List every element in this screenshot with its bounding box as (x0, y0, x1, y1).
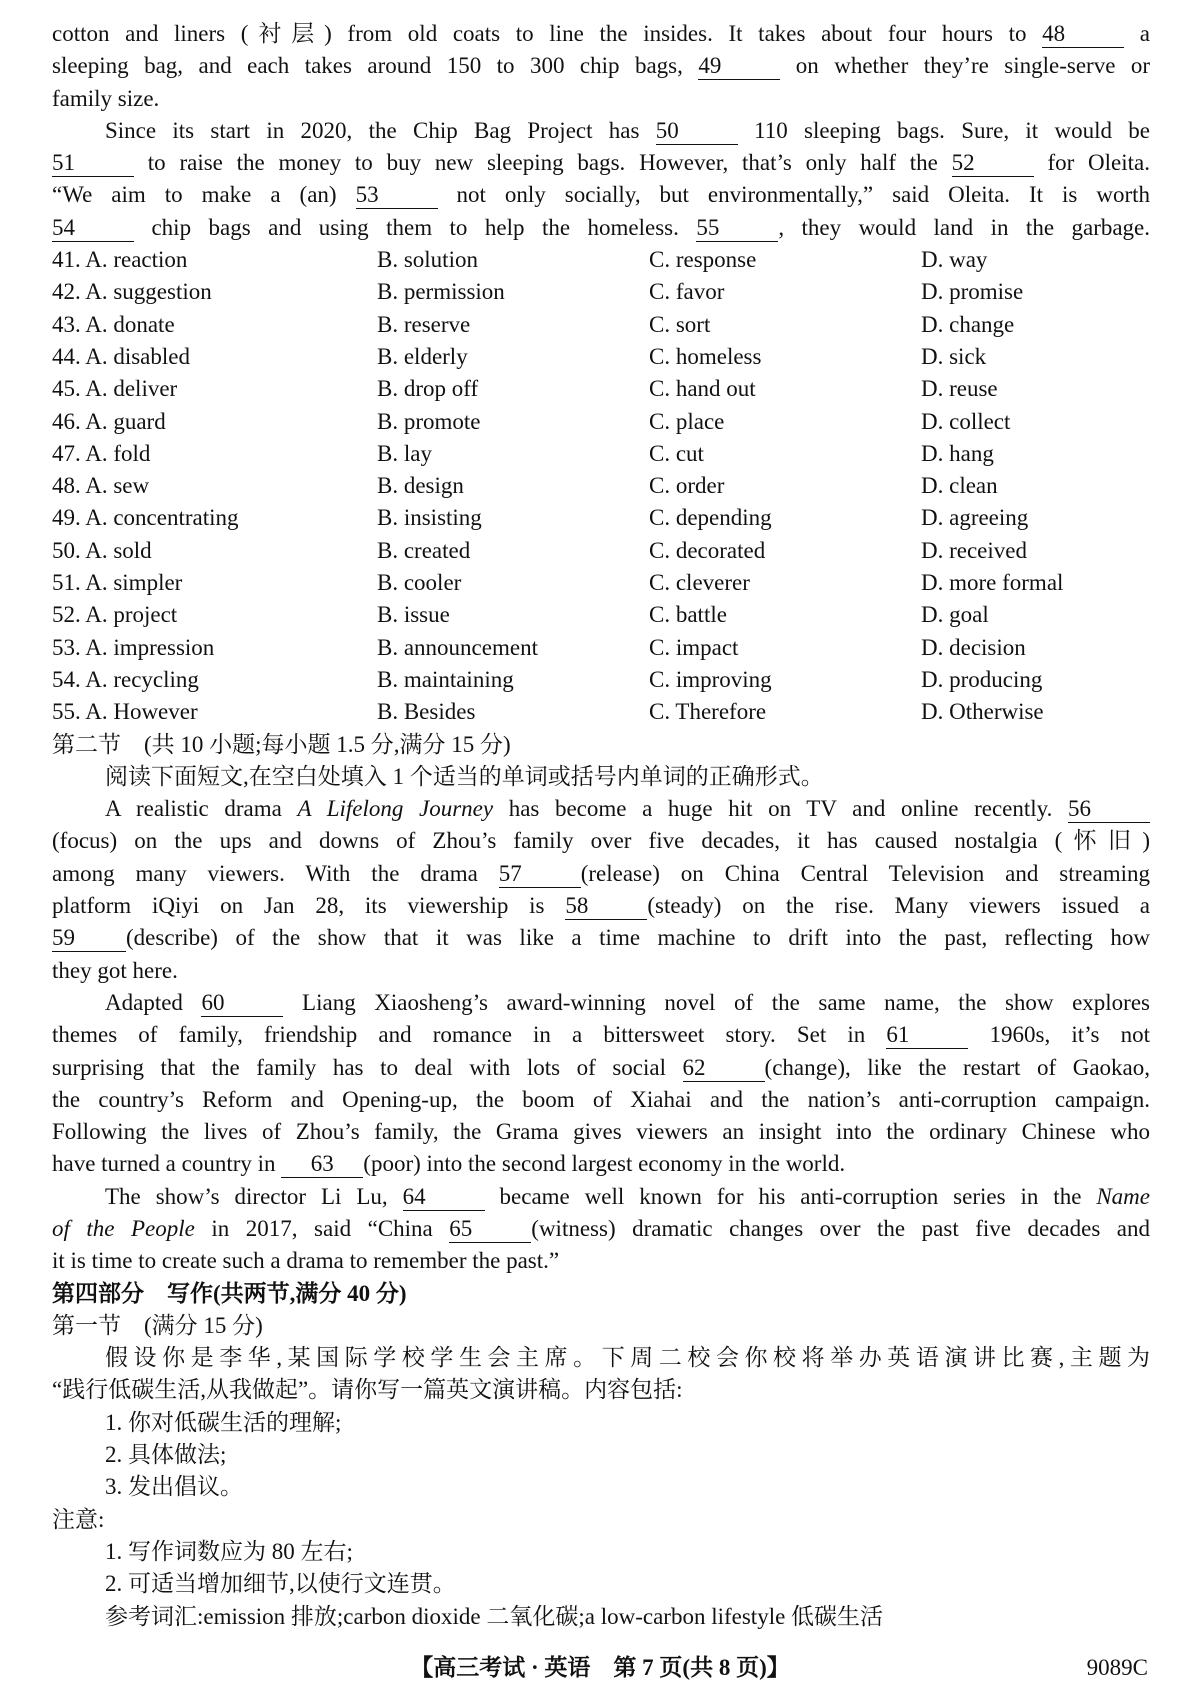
option-choice: D. clean (921, 473, 998, 499)
text: (witness) dramatic changes over the past five decades and (531, 1215, 1150, 1241)
option-choice: D. promise (921, 279, 1024, 305)
option-choice: 43. A. donate (52, 311, 175, 337)
section-instruction: 阅读下面短文,在空白处填入 1 个适当的单词或括号内单词的正确形式。 (105, 763, 824, 789)
footer-page-info: 【高三考试 · 英语 第 7 页(共 8 页)】 (410, 1655, 790, 1680)
passage-line: Following the lives of Zhou’s family, the Grama gives viewers an insight into the ordinary Chinese who (52, 1119, 1150, 1145)
blank-61: 61 (886, 1022, 968, 1049)
text: sleeping bag, and each takes around 150 to 300 chip bags, (52, 53, 683, 79)
option-choice: 45. A. deliver (52, 376, 178, 402)
option-row (52, 502, 1150, 534)
option-choice: C. place (649, 408, 725, 434)
passage-line (52, 987, 1150, 1019)
text: surprising that the family has to deal with lots of social (52, 1054, 666, 1080)
option-choice: B. created (377, 537, 471, 563)
option-choice: D. Otherwise (921, 699, 1044, 725)
blank-63: 63 (281, 1151, 363, 1178)
text: among many viewers. With the drama (52, 860, 478, 886)
option-choice: B. drop off (377, 376, 479, 402)
passage-line (52, 922, 1150, 954)
option-row (52, 599, 1150, 631)
option-choice: D. hang (921, 440, 994, 466)
option-choice: B. elderly (377, 343, 468, 369)
option-choice: 50. A. sold (52, 537, 152, 563)
passage-line (52, 179, 1150, 211)
section-heading: 第二节 (共 10 小题;每小题 1.5 分,满分 15 分) (52, 731, 511, 757)
blank-65: 65 (449, 1216, 531, 1243)
text: (change), like the restart of Gaokao, (764, 1054, 1150, 1080)
option-choice: B. solution (377, 247, 478, 273)
option-choice: B. Besides (377, 699, 476, 725)
option-choice: 53. A. impression (52, 634, 215, 660)
text: The show’s director Li Lu, (105, 1183, 388, 1209)
blank-60: 60 (201, 990, 283, 1017)
text: has become a huge hit on TV and online recently. (508, 796, 1053, 822)
text: themes of family, friendship and romance in a bittersweet story. Set in (52, 1022, 866, 1048)
text: chip bags and using them to help the homeless. (151, 214, 679, 240)
series-title: Name (1096, 1183, 1150, 1209)
passage-line: (focus) on the ups and downs of Zhou’s family over five decades, it has caused nostalgia (怀旧) (52, 828, 1150, 854)
option-choice: B. insisting (377, 505, 482, 531)
blank-54: 54 (52, 215, 134, 242)
blank-57: 57 (499, 861, 581, 888)
option-row (52, 535, 1150, 567)
passage-line (52, 793, 1150, 825)
option-choice: 47. A. fold (52, 440, 151, 466)
option-row (52, 373, 1150, 405)
passage-line: the country’s Reform and Opening-up, the boom of Xiahai and the nation’s anti-corruption campaign. (52, 1086, 1150, 1112)
text: platform iQiyi on Jan 28, its viewership is (52, 893, 545, 919)
option-row (52, 696, 1150, 728)
passage-line (52, 1181, 1150, 1213)
passage-line (52, 212, 1150, 244)
task-text: 假设你是李华,某国际学校学生会主席。下周二校会你校将举办英语演讲比赛,主题为 (105, 1345, 1150, 1371)
option-choice: 41. A. reaction (52, 247, 188, 273)
option-choice: C. battle (649, 602, 727, 628)
option-choice: 46. A. guard (52, 408, 166, 434)
option-row (52, 567, 1150, 599)
passage-line (52, 1213, 1150, 1245)
passage-line (52, 1148, 1150, 1180)
blank-48: 48 (1042, 21, 1124, 48)
option-choice: 51. A. simpler (52, 570, 183, 596)
text: (release) on China Central Television and streaming (580, 860, 1150, 886)
drama-title: A Lifelong Journey (297, 796, 494, 822)
text: on whether they’re single-serve or (795, 53, 1150, 79)
text: 1960s, it’s not (989, 1022, 1150, 1048)
task-item: 2. 具体做法; (105, 1442, 227, 1468)
option-choice: B. design (377, 473, 464, 499)
option-choice: C. hand out (649, 376, 756, 402)
option-choice: 54. A. recycling (52, 666, 199, 692)
option-choice: D. change (921, 311, 1015, 337)
option-choice: D. goal (921, 602, 989, 628)
option-choice: D. agreeing (921, 505, 1029, 531)
text: not only socially, but environmentally,” said Oleita. It is worth (456, 182, 1150, 208)
text: , they would land in the garbage. (778, 214, 1150, 240)
text: (describe) of the show that it was like a time machine to drift into the past, reflecting how (126, 925, 1150, 951)
option-choice: D. reuse (921, 376, 998, 402)
text: family size. (52, 85, 160, 111)
part-heading: 第四部分 写作(共两节,满分 40 分) (52, 1280, 407, 1306)
option-choice: B. announcement (377, 634, 538, 660)
page-footer (0, 1652, 1200, 1684)
option-choice: C. cut (649, 440, 704, 466)
option-choice: C. response (649, 247, 757, 273)
text: Adapted (105, 989, 183, 1015)
note-label: 注意: (52, 1506, 105, 1532)
option-row (52, 664, 1150, 696)
option-row (52, 276, 1150, 308)
option-choice: 49. A. concentrating (52, 505, 239, 531)
option-choice: B. promote (377, 408, 481, 434)
option-row (52, 470, 1150, 502)
series-title: of the People (52, 1215, 195, 1241)
section-heading: 第一节 (满分 15 分) (52, 1312, 263, 1338)
passage-line: it is time to create such a drama to remember the past.” (52, 1248, 560, 1274)
blank-62: 62 (683, 1055, 765, 1082)
vocab-reference: 参考词汇:emission 排放;carbon dioxide 二氧化碳;a low-carbon lifestyle 低碳生活 (105, 1603, 884, 1629)
blank-56: 56 (1068, 796, 1150, 823)
option-row (52, 244, 1150, 276)
option-choice: 55. A. However (52, 699, 198, 725)
passage-line (52, 115, 1150, 147)
note-item: 1. 写作词数应为 80 左右; (105, 1538, 353, 1564)
blank-53: 53 (356, 182, 438, 209)
page-content (52, 18, 1150, 1633)
option-row (52, 406, 1150, 438)
option-choice: C. decorated (649, 537, 766, 563)
option-choice: C. impact (649, 634, 739, 660)
blank-50: 50 (656, 118, 738, 145)
passage-line (52, 890, 1150, 922)
text: became well known for his anti-corruption series in the (499, 1183, 1082, 1209)
option-choice: D. received (921, 537, 1027, 563)
option-choice: D. collect (921, 408, 1011, 434)
text: in 2017, said “China (211, 1215, 433, 1241)
passage-line (52, 50, 1150, 82)
option-choice: D. sick (921, 343, 987, 369)
option-choice: C. favor (649, 279, 725, 305)
note-item: 2. 可适当增加细节,以使行文连贯。 (105, 1571, 456, 1597)
blank-51: 51 (52, 150, 134, 177)
option-choice: 52. A. project (52, 602, 178, 628)
option-choice: C. depending (649, 505, 772, 531)
option-choice: C. order (649, 473, 725, 499)
passage-line (52, 147, 1150, 179)
text: (steady) on the rise. Many viewers issued a (647, 893, 1150, 919)
text: Since its start in 2020, the Chip Bag Project has (105, 117, 640, 143)
option-choice: C. Therefore (649, 699, 767, 725)
text: “We aim to make a (an) (52, 182, 337, 208)
text: Liang Xiaosheng’s award-winning novel of the same name, the show explores (302, 989, 1150, 1015)
options-list (52, 244, 1150, 728)
blank-59: 59 (52, 925, 126, 952)
text: a (1139, 21, 1150, 46)
option-choice: 42. A. suggestion (52, 279, 212, 305)
option-choice: C. cleverer (649, 570, 750, 596)
task-item: 1. 你对低碳生活的理解; (105, 1409, 342, 1435)
option-row (52, 632, 1150, 664)
option-choice: D. producing (921, 666, 1043, 692)
task-text: “践行低碳生活,从我做起”。请你写一篇英文演讲稿。内容包括: (52, 1377, 683, 1403)
option-choice: D. decision (921, 634, 1026, 660)
passage-line (52, 83, 1150, 115)
text: (poor) into the second largest economy in the world. (363, 1151, 846, 1177)
option-row (52, 438, 1150, 470)
option-choice: B. reserve (377, 311, 471, 337)
option-choice: D. way (921, 247, 988, 273)
text: to raise the money to buy new sleeping bags. However, that’s only half the (147, 150, 938, 176)
task-item: 3. 发出倡议。 (105, 1474, 243, 1500)
text: have turned a country in (52, 1151, 276, 1177)
option-row (52, 309, 1150, 341)
option-choice: C. homeless (649, 343, 762, 369)
option-choice: C. sort (649, 311, 711, 337)
passage-line (52, 858, 1150, 890)
option-choice: 48. A. sew (52, 473, 150, 499)
passage-line: they got here. (52, 957, 178, 983)
blank-55: 55 (696, 215, 778, 242)
passage-line (52, 1019, 1150, 1051)
option-choice: C. improving (649, 666, 772, 692)
blank-52: 52 (952, 150, 1034, 177)
footer-code: 9089C (1086, 1655, 1148, 1680)
text: cotton and liners (衬层) from old coats to line the insides. It takes about four hours to (52, 21, 1027, 46)
blank-58: 58 (565, 893, 647, 920)
option-row (52, 341, 1150, 373)
text: for Oleita. (1047, 150, 1150, 176)
option-choice: B. issue (377, 602, 450, 628)
passage-line (52, 1052, 1150, 1084)
option-choice: 44. A. disabled (52, 343, 190, 369)
blank-64: 64 (403, 1184, 485, 1211)
option-choice: B. lay (377, 440, 432, 466)
option-choice: B. cooler (377, 570, 462, 596)
text: 110 sleeping bags. Sure, it would be (754, 117, 1150, 143)
text: A realistic drama (105, 796, 282, 822)
option-choice: B. maintaining (377, 666, 514, 692)
option-choice: B. permission (377, 279, 505, 305)
blank-49: 49 (698, 53, 780, 80)
passage-line (52, 18, 1150, 50)
option-choice: D. more formal (921, 570, 1064, 596)
